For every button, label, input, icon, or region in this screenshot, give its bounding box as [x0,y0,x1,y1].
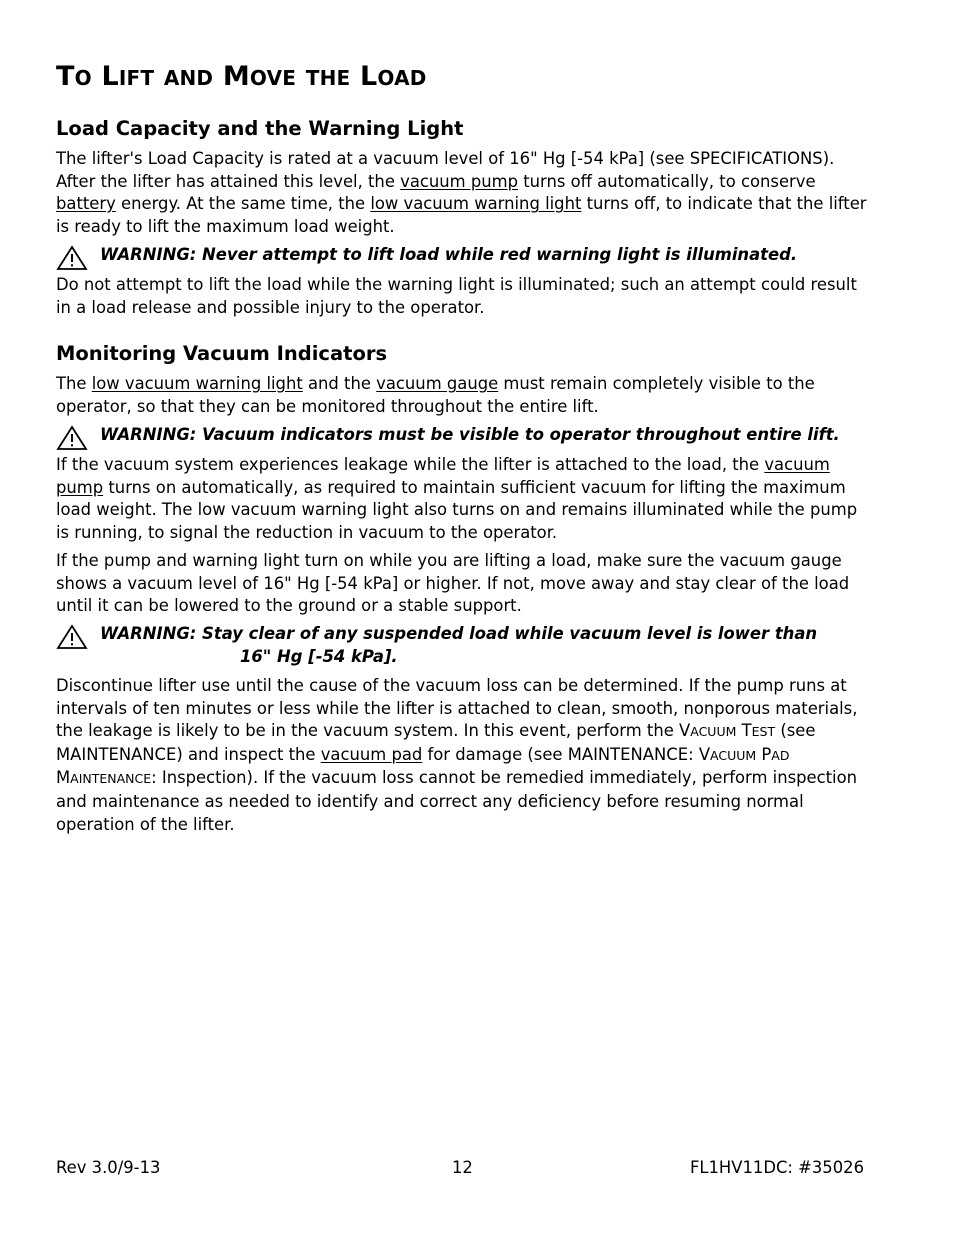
warning-triangle-icon [56,624,88,650]
indicators-visible-paragraph: The low vacuum warning light and the vacuum gauge must remain completely visible to the operator, so that they can be monitored throughout the entire lift. [56,374,815,416]
load-capacity-paragraph: The lifter's Load Capacity is rated at a vacuum level of 16" Hg [-54 kPa] (see SPECIFICATIONS). After the lifter has attained this level, the vacuum pump turns off automatically, to conserve battery energy. At the same time, the low vacuum warning light turns off, to indicate that the lifter is ready to lift the maximum load weight. [56,149,867,236]
low-vacuum-warning-light-link[interactable]: low vacuum warning light [370,194,582,214]
battery-link[interactable]: battery [56,194,116,214]
document-id: FL1HV11DC: #35026 [689,1158,864,1177]
low-vacuum-warning-light-link[interactable]: low vacuum warning light [91,374,303,393]
warning-light-paragraph: Do not attempt to lift the load while the warning light is illuminated; such an attempt could result in a load release and possible injury to the operator. [56,275,857,317]
vacuum-test-reference: VACUUM TEST [679,721,776,741]
page-number: 12 [452,1158,473,1177]
vacuum-pad-link[interactable]: vacuum pad [320,744,423,764]
warning-triangle-icon [56,425,88,451]
revision-label: Rev 3.0/9-13 [56,1158,161,1177]
warning-text: WARNING: Never attempt to lift load while red warning light is illuminated. [100,245,798,264]
vacuum-pump-link[interactable]: vacuum pump [400,171,518,191]
discontinue-paragraph: Discontinue lifter use until the cause of the vacuum loss can be determined. If the pump runs at intervals of ten minutes or less while the lifter is attached to clean, smooth, nonporous materials, the leakage is likely to be in the vacuum system. In this event, perform the VACUUM TEST (see MAINTENANCE) and inspect the vacuum pad for damage (see MAINTENANCE: VACUUM PAD MAINTENANCE: Inspection). If the vacuum loss cannot be remedied immediately, perform inspection and maintenance as needed to identify and correct any deficiency before resuming normal operation of the lifter. [56,676,858,834]
vacuum-pump-link[interactable]: vacuum pump [56,455,830,497]
section-heading-load-capacity: Load Capacity and the Warning Light [56,117,464,140]
page-title: TO LIFT AND MOVE THE LOAD [56,61,427,92]
vacuum-gauge-link[interactable]: vacuum gauge [376,374,499,393]
section-heading-monitoring: Monitoring Vacuum Indicators [56,342,388,365]
warning-triangle-icon [56,245,88,271]
warning-text: WARNING: Vacuum indicators must be visible to operator throughout entire lift. [100,425,840,444]
pump-on-paragraph: If the pump and warning light turn on while you are lifting a load, make sure the vacuum gauge shows a vacuum level of 16" Hg [-54 kPa] or higher. If not, move away and stay clear of the load until it can be lowered to the ground or a stable support. [56,551,850,616]
vacuum-pad-maintenance-reference: VACUUM PAD MAINTENANCE [56,744,790,788]
warning-text: WARNING: Stay clear of any suspended load while vacuum level is lower than 16" Hg [-54 kPa]. [100,624,818,666]
page-footer [56,1156,864,1180]
leakage-paragraph: If the vacuum system experiences leakage while the lifter is attached to the load, the vacuum pump turns on automatically, as required to maintain sufficient vacuum for lifting the maximum load weight. The low vacuum warning light also turns on and remains illuminated while the pump is running, to signal the reduction in vacuum to the operator. [56,455,858,542]
